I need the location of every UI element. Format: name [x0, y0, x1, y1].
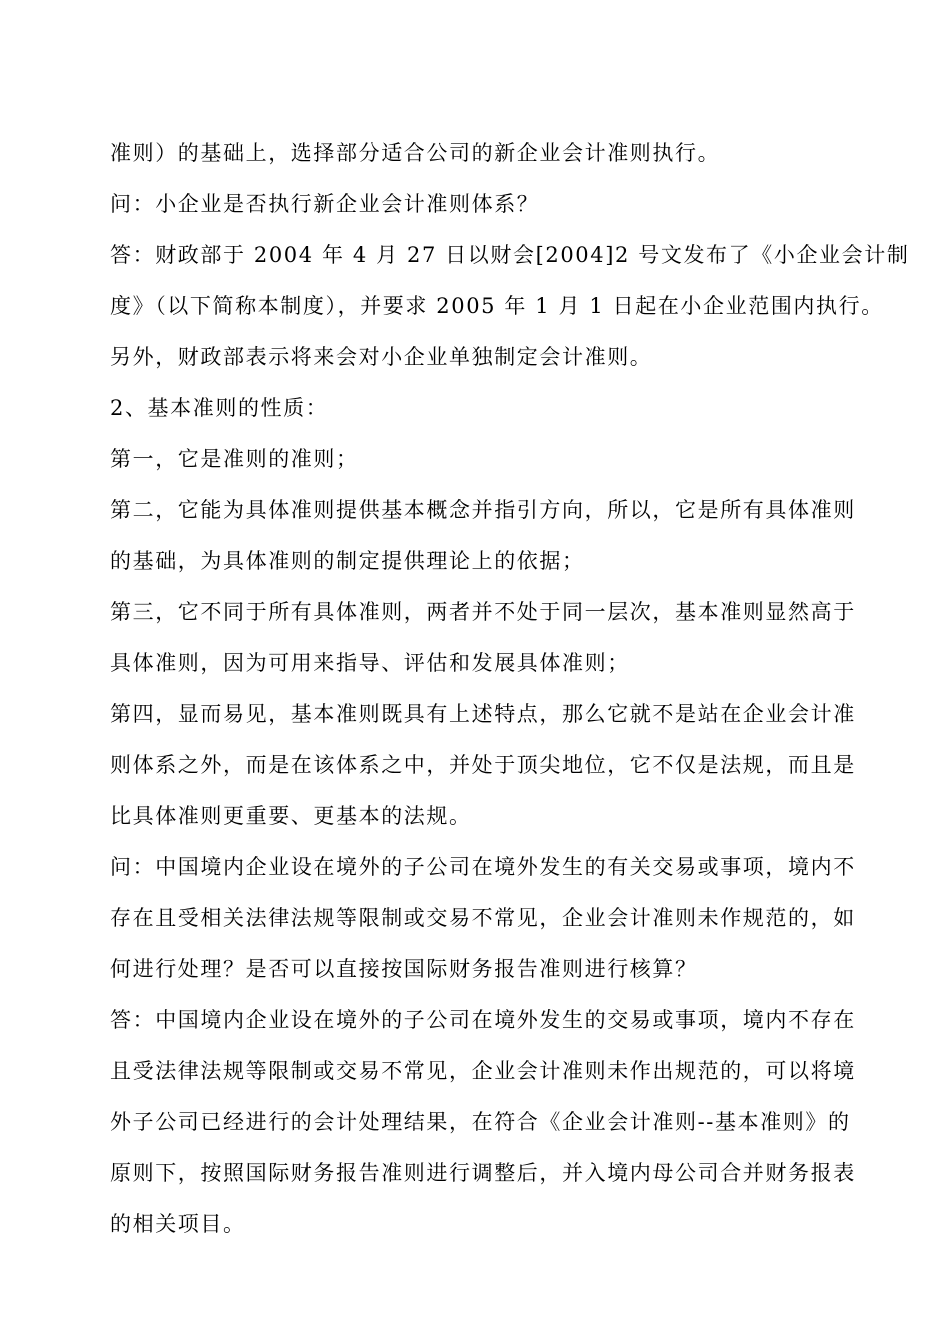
text-line: 答：财政部于 2004 年 4 月 27 日以财会[2004]2 号文发布了《小企业会计制	[110, 243, 910, 267]
text-line: 问：小企业是否执行新企业会计准则体系？	[110, 192, 540, 216]
document-body	[110, 128, 910, 1250]
text-line: 的基础，为具体准则的制定提供理论上的依据；	[110, 549, 585, 573]
text-line: 则体系之外，而是在该体系之中，并处于顶尖地位，它不仅是法规，而且是	[110, 753, 856, 777]
text-line: 度》（以下简称本制度），并要求 2005 年 1 月 1 日起在小企业范围内执行。	[110, 294, 884, 318]
text-line: 比具体准则更重要、更基本的法规。	[110, 804, 472, 828]
text-line: 具体准则，因为可用来指导、评估和发展具体准则；	[110, 651, 630, 675]
text-line: 第二，它能为具体准则提供基本概念并指引方向，所以，它是所有具体准则	[110, 498, 856, 522]
text-line: 第一，它是准则的准则；	[110, 447, 359, 471]
text-line: 第四，显而易见，基本准则既具有上述特点，那么它就不是站在企业会计准	[110, 702, 856, 726]
text-line: 问：中国境内企业设在境外的子公司在境外发生的有关交易或事项，境内不	[110, 855, 856, 879]
text-line: 另外，财政部表示将来会对小企业单独制定会计准则。	[110, 345, 653, 369]
text-line: 何进行处理？是否可以直接按国际财务报告准则进行核算？	[110, 957, 698, 981]
text-line: 的相关项目。	[110, 1212, 246, 1236]
text-line: 原则下，按照国际财务报告准则进行调整后，并入境内母公司合并财务报表	[110, 1161, 856, 1185]
text-line: 且受法律法规等限制或交易不常见，企业会计准则未作出规范的，可以将境	[110, 1059, 856, 1083]
section-heading: 2、基本准则的性质：	[110, 396, 329, 420]
text-line: 第三，它不同于所有具体准则，两者并不处于同一层次，基本准则显然高于	[110, 600, 856, 624]
text-line: 准则）的基础上，选择部分适合公司的新企业会计准则执行。	[110, 141, 721, 165]
text-line: 答：中国境内企业设在境外的子公司在境外发生的交易或事项，境内不存在	[110, 1008, 856, 1032]
text-line: 外子公司已经进行的会计处理结果，在符合《企业会计准则--基本准则》的	[110, 1110, 851, 1134]
text-line: 存在且受相关法律法规等限制或交易不常见，企业会计准则未作规范的，如	[110, 906, 856, 930]
